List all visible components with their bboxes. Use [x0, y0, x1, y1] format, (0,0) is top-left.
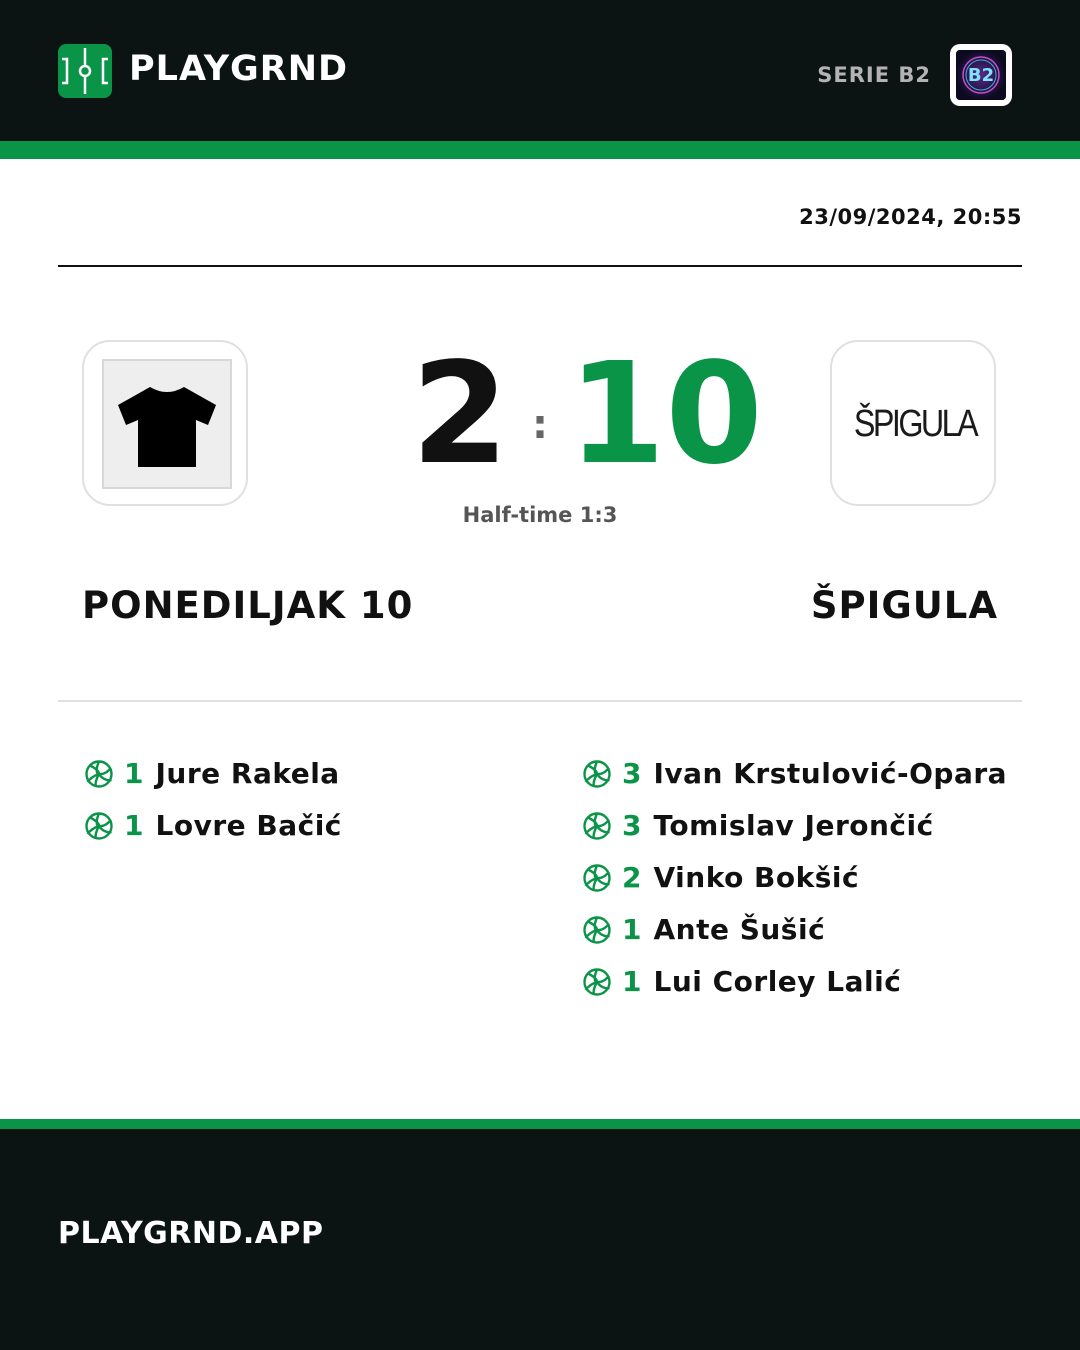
footer-accent-bar — [0, 1119, 1080, 1129]
scorer-name[interactable]: Lovre Bačić — [155, 809, 342, 842]
scorer-goals: 1 — [622, 965, 642, 998]
away-score: 10 — [568, 333, 763, 496]
away-team-name[interactable]: ŠPIGULA — [810, 584, 998, 627]
scorer-goals: 3 — [622, 809, 642, 842]
scorer-name[interactable]: Tomislav Jerončić — [653, 809, 934, 842]
league-logo — [950, 44, 1012, 106]
away-scorers-list — [582, 748, 1007, 1008]
scorer-name[interactable]: Vinko Bokšić — [653, 861, 860, 894]
scorer-goals: 1 — [622, 913, 642, 946]
volleyball-icon — [84, 759, 114, 789]
volleyball-icon — [582, 811, 612, 841]
volleyball-icon — [582, 759, 612, 789]
away-team-logo[interactable] — [830, 340, 996, 506]
scorer-row — [582, 852, 1007, 904]
halftime-score: Half-time 1:3 — [462, 503, 618, 527]
svg-text:B2: B2 — [967, 65, 995, 86]
home-team-logo[interactable] — [82, 340, 248, 506]
volleyball-icon — [582, 915, 612, 945]
volleyball-icon — [582, 863, 612, 893]
header-accent-bar — [0, 141, 1080, 159]
shirt-icon — [102, 359, 232, 489]
scorer-row — [582, 904, 1007, 956]
scorer-goals: 1 — [124, 809, 144, 842]
scorer-row — [582, 956, 1007, 1008]
scorer-row — [84, 800, 342, 852]
scorer-name[interactable]: Lui Corley Lalić — [653, 965, 902, 998]
scorer-goals: 3 — [622, 757, 642, 790]
divider — [58, 265, 1022, 267]
scorer-goals: 1 — [124, 757, 144, 790]
scorer-goals: 2 — [622, 861, 642, 894]
footer-url-link[interactable]: PLAYGRND.APP — [58, 1216, 324, 1251]
playgrnd-logo-icon[interactable] — [58, 44, 112, 98]
away-team-logo-text: ŠPIGULA — [853, 403, 977, 445]
volleyball-icon — [582, 967, 612, 997]
home-scorers-list — [84, 748, 342, 852]
home-score: 2 — [411, 333, 509, 496]
scorer-name[interactable]: Jure Rakela — [155, 757, 340, 790]
match-datetime: 23/09/2024, 20:55 — [799, 205, 1022, 229]
score-separator: : — [532, 402, 548, 448]
league-name: SERIE B2 — [817, 63, 931, 87]
scorer-row — [582, 800, 1007, 852]
scorer-row — [582, 748, 1007, 800]
scorer-row — [84, 748, 342, 800]
scorer-name[interactable]: Ivan Krstulović-Opara — [653, 757, 1008, 790]
brand-name[interactable]: PLAYGRND — [129, 49, 349, 89]
home-team-name[interactable]: PONEDILJAK 10 — [82, 584, 414, 627]
divider — [58, 700, 1022, 702]
scorer-name[interactable]: Ante Šušić — [653, 913, 826, 946]
volleyball-icon — [84, 811, 114, 841]
